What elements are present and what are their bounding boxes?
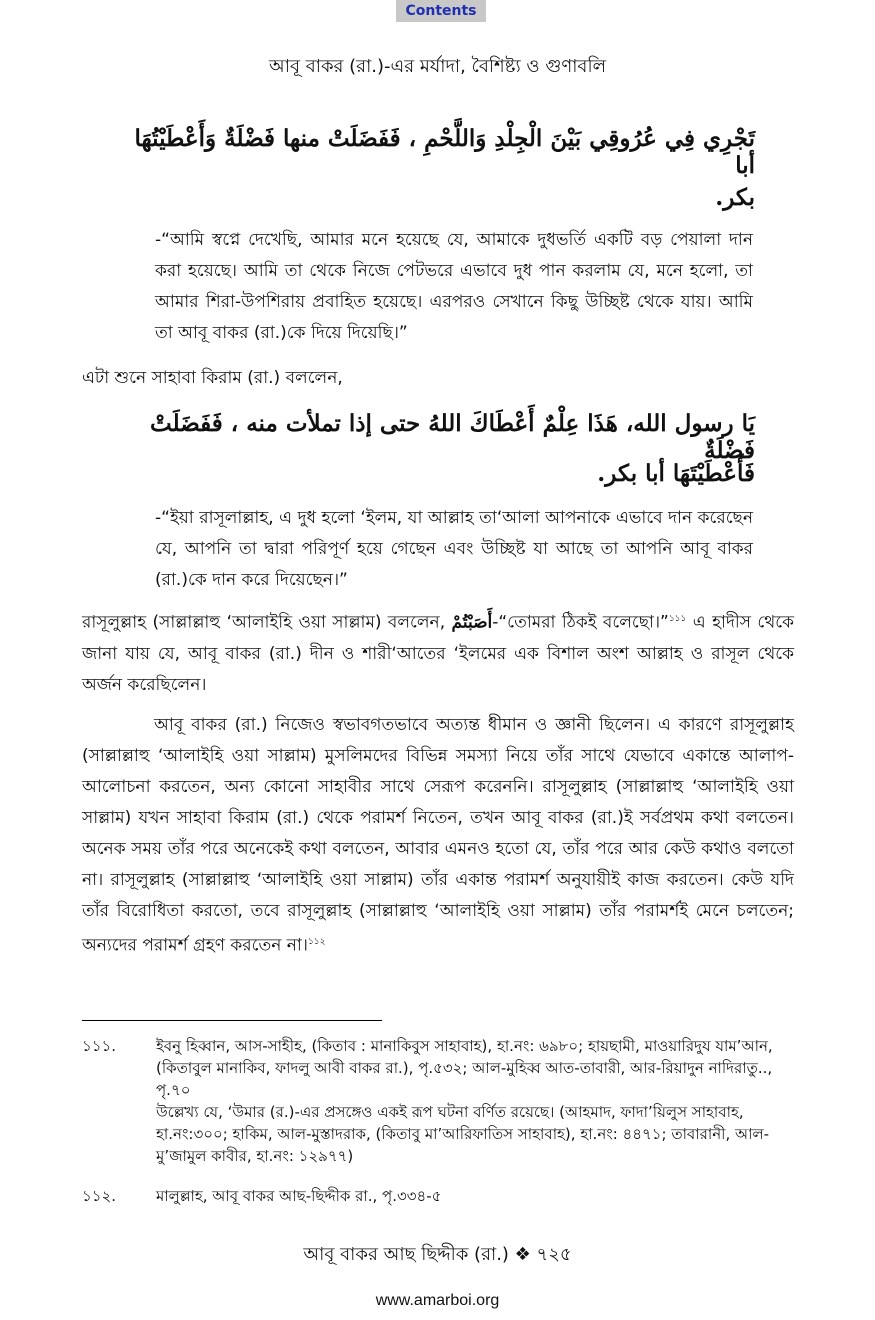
translation-paragraph-2: -“ইয়া রাসূলাল্লাহ, এ দুধ হলো ‘ইলম, যা আল্লাহ তা‘আলা আপনাকে এভাবে দান করেছেন যে, আপনি তা দ্বারা পরিপূর্ণ হয়ে গেছেন এবং উচ্ছিষ্ট যা আছে তা আপনি আবূ বাকর (রা.)কে দান করে দিয়েছেন।” [155,508,753,590]
body-paragraph-2 [82,710,794,962]
narration-paragraph: এটা শুনে সাহাবা কিরাম (রা.) বললেন, [82,368,343,388]
inline-arabic: أَصَبْتُمْ [451,612,493,633]
footnote-number: ১১২. [82,1187,116,1205]
footnote-ref-111[interactable]: ১১১ [668,614,687,624]
arabic-quote-1-line1: تَجْرِي فِي عُرُوقِي بَيْنَ الْجِلْدِ وَاللَّحْمِ ، فَفَضَلَتْ منها فَضْلَةٌ وَأَعْطَيْتُهَا أبا [134,125,755,179]
arabic-quote-2-line1: يَا رسول الله، هَذَا عِلْمٌ أَعْطَاكَ اللهُ حتى إذا تملأت منه ، فَفَضَلَتْ فَضْلَةٌ [150,410,755,464]
para5-text: আবূ বাকর (রা.) নিজেও স্বভাবগতভাবে অত্যন্ত ধীমান ও জ্ঞানী ছিলেন। এ কারণে রাসূলুল্লাহ (সাল্লাল্লাহু ‘আলাইহি ওয়া সাল্লাম) মুসলিমদের বিভিন্ন সমস্যা নিয়ে তাঁর সাথে যেভাবে একান্তে আলাপ-আলোচনা করতেন, অন্য কোনো সাহাবীর সাথে সেরূপ করেননি। রাসূলুল্লাহ (সাল্লাল্লাহু ‘আলাইহি ওয়া সাল্লাম) যখন সাহাবা কিরাম (রা.) থেকে পরামর্শ নিতেন, তখন আবূ বাকর (রা.)ই সর্বপ্রথম কথা বলতেন। অনেক সময় তাঁর পরে অনেকেই কথা বলতেন, আবার এমনও হতো যে, তাঁর পরে আর কেউ কথাও বলতো না। রাসূলুল্লাহ (সাল্লাল্লাহু ‘আলাইহি ওয়া সাল্লাম) তাঁর একান্ত পরামর্শ অনুযায়ীই কাজ করতেন। কেউ যদি তাঁর বিরোধিতা করতো, তবে রাসূলুল্লাহ (সাল্লাল্লাহু ‘আলাইহি ওয়া সাল্লাম) তাঁর পরামর্শই মেনে চলতেন; অন্যদের পরামর্শ গ্রহণ করতেন না। [82,715,794,956]
para4-middle: -“তোমরা ঠিকই বলেছো।” [492,612,669,633]
arabic-quote-2-line2: فَأَعْطَيْتَهَا أبا بكر. [597,460,755,487]
footnote-111 [82,1035,794,1185]
body-paragraph-1 [82,604,794,701]
footnote-text: ইবনু হিব্বান, আস-সাহীহ, (কিতাব : মানাকিবুস সাহাবাহ), হা.নং: ৬৯৮০; হায়ছামী, মাওয়ারিদুয যাম’আন, (কিতাবুল মানাকিব, ফাদলু আবী বাকর রা.), পৃ.৫৩২; আল-মুহিব্ব আত-তাবারী, আর-রিয়াদুন নাদিরাতু.., পৃ.৭০ উল্লেখ্য যে, ‘উমার (র.)-এর প্রসঙ্গেও একই রূপ ঘটনা বর্ণিত রয়েছে। (আহমাদ, ফাদা’য়িলুস সাহাবাহ, হা.নং:৩০০; হাকিম, আল-মুস্তাদরাক, (কিতাবু মা’আরিফাতিস সাহাবাহ), হা.নং: ৪৪৭১; তাবারানী, আল-মু’জামুল কাবীর, হা.নং: ১২৯৭৭) [156,1037,773,1165]
para4-after: এ হাদীস থেকে জানা যায় যে, আবূ বাকর (রা.) দীন ও শারী‘আতের ‘ইলমের এক বিশাল অংশ আল্লাহ ও রাসূল থেকে অর্জন করেছিলেন। [82,612,794,695]
para4-before: রাসূলুল্লাহ (সাল্লাল্লাহু ‘আলাইহি ওয়া সাল্লাম) বললেন, [82,612,452,633]
footnote-divider [82,1020,382,1021]
arabic-quote-1-line2: بكر. [715,184,755,211]
footnote-number: ১১১. [82,1037,116,1055]
footnote-112 [82,1185,794,1209]
website-link[interactable]: www.amarboi.org [375,1292,500,1309]
running-header: আবূ বাকর (রা.)-এর মর্যাদা, বৈশিষ্ট্য ও গুণাবলি [268,56,607,77]
translation-paragraph-1: -“আমি স্বপ্নে দেখেছি, আমার মনে হয়েছে যে, আমাকে দুধভর্তি একটি বড় পেয়ালা দান করা হয়েছে। আমি তা থেকে নিজে পেটভরে এভাবে দুধ পান করলাম যে, মনে হলো, তা আমার শিরা-উপশিরায় প্রবাহিত হয়েছে। এরপরও সেখানে কিছু উচ্ছিষ্ট থেকে যায়। আমি তা আবূ বাকর (রা.)কে দিয়ে দিয়েছি।” [155,230,753,343]
page-footer: আবূ বাকর আছ ছিদ্দীক (রা.) ❖ ৭২৫ [303,1244,572,1265]
footnote-text: মালুল্লাহ, আবূ বাকর আছ-ছিদ্দীক রা., পৃ.৩৩৪-৫ [156,1187,442,1205]
footnote-ref-112[interactable]: ১১২ [307,937,326,947]
contents-button[interactable]: Contents [396,0,486,22]
